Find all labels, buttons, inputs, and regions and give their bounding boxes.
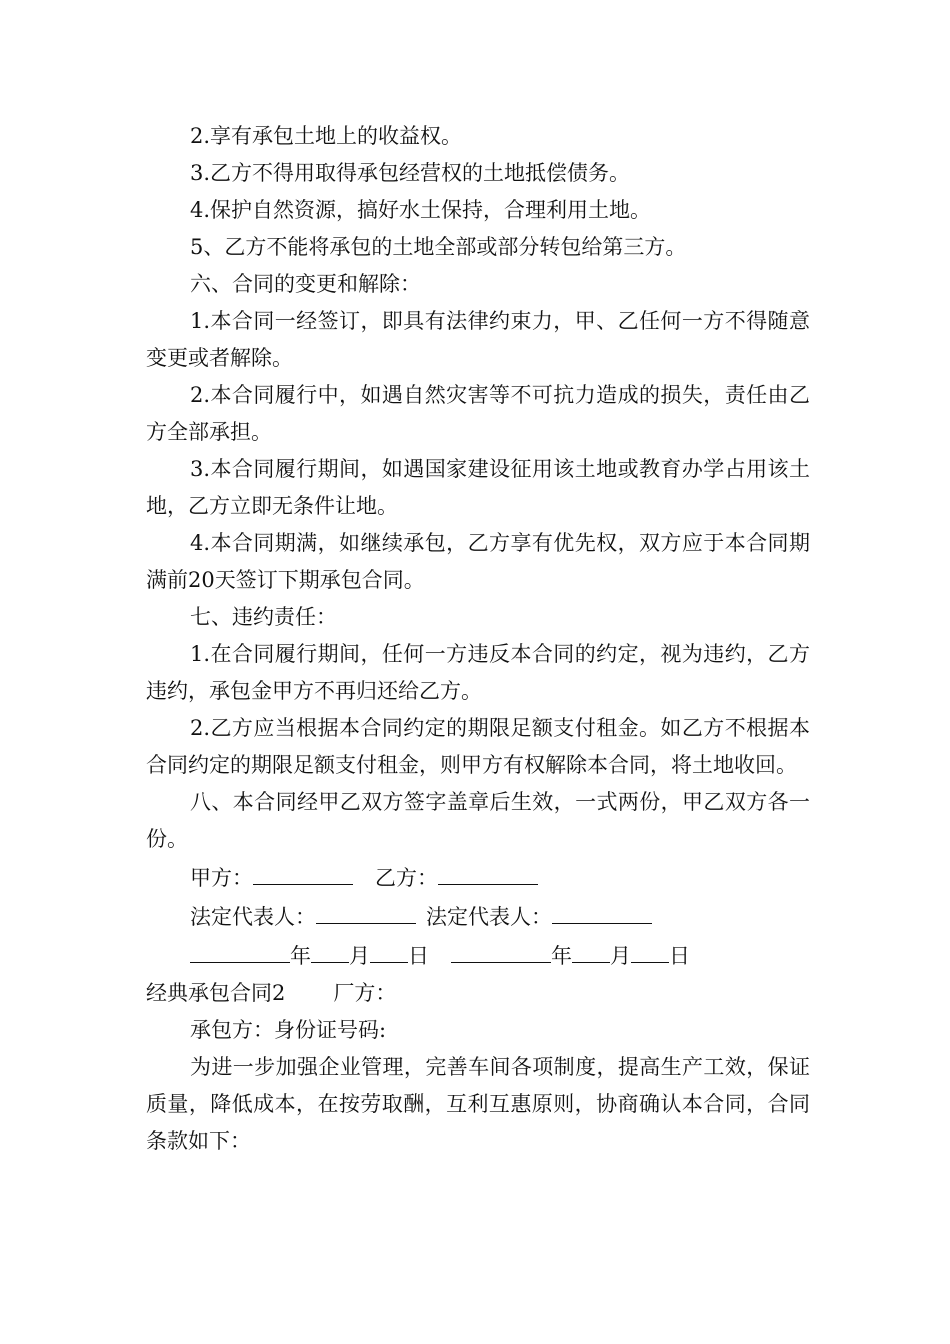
party-b-label: 乙方： (375, 866, 438, 890)
date-b-month-blank (572, 936, 610, 963)
factory-label: 厂方： (333, 981, 397, 1005)
contract-2-title: 经典承包合同2 (146, 981, 286, 1005)
rep-a-blank (316, 897, 416, 924)
signature-representatives-line (146, 897, 810, 936)
section-6-clause-2: 2.本合同履行中，如遇自然灾害等不可抗力造成的损失，责任由乙方全部承担。 (146, 383, 810, 444)
section-6-clause-3: 3.本合同履行期间，如遇国家建设征用该土地或教育办学占用该土地，乙方立即无条件让地。 (146, 457, 810, 518)
clause-5-no-subcontract: 5、乙方不能将承包的土地全部或部分转包给第三方。 (190, 235, 687, 259)
date-a-day-blank (370, 936, 408, 963)
party-a-label: 甲方： (190, 866, 253, 890)
section-7-clause-2: 2.乙方应当根据本合同约定的期限足额支付租金。如乙方不根据本合同约定的期限足额支付租金，则甲方有权解除本合同，将土地收回。 (146, 716, 810, 777)
contractor-id-line: 承包方：身份证号码: (190, 1018, 387, 1042)
section-6-clause-4: 4.本合同期满，如继续承包，乙方享有优先权，双方应于本合同期满前20天签订下期承包合同。 (146, 531, 810, 592)
date-a-month-label: 月 (349, 944, 370, 968)
date-b-year-label: 年 (551, 944, 572, 968)
date-a-year-blank (190, 936, 290, 963)
date-b-year-blank (451, 936, 551, 963)
date-b-month-label: 月 (610, 944, 631, 968)
party-a-blank (253, 858, 353, 885)
signature-parties-line (146, 858, 810, 897)
clause-3-no-debt: 3.乙方不得用取得承包经营权的土地抵偿债务。 (190, 161, 631, 185)
date-a-day-label: 日 (408, 944, 429, 968)
section-6-clause-1: 1.本合同一经签订，即具有法律约束力，甲、乙任何一方不得随意变更或者解除。 (146, 309, 810, 370)
date-a-month-blank (311, 936, 349, 963)
rep-a-label: 法定代表人： (190, 905, 316, 929)
date-a-year-label: 年 (290, 944, 311, 968)
section-8-paragraph: 八、本合同经甲乙双方签字盖章后生效，一式两份，甲乙双方各一份。 (146, 790, 810, 851)
section-7-heading: 七、违约责任： (190, 605, 337, 629)
clause-2-income-right: 2.享有承包土地上的收益权。 (190, 124, 463, 148)
party-b-blank (438, 858, 538, 885)
section-7-clause-1: 1.在合同履行期间，任何一方违反本合同的约定，视为违约，乙方违约，承包金甲方不再归还给乙方。 (146, 642, 810, 703)
document-body (146, 118, 810, 1160)
contract-2-title-line (146, 975, 810, 1012)
rep-b-label: 法定代表人： (426, 905, 552, 929)
date-b-day-label: 日 (669, 944, 690, 968)
clause-4-protect-resources: 4.保护自然资源，搞好水土保持，合理利用土地。 (190, 198, 652, 222)
contract-2-intro: 为进一步加强企业管理，完善车间各项制度，提高生产工效，保证质量，降低成本，在按劳取酬，互利互惠原则，协商确认本合同，合同条款如下： (146, 1055, 810, 1153)
signature-dates-line (146, 936, 810, 975)
date-b-day-blank (631, 936, 669, 963)
rep-b-blank (552, 897, 652, 924)
section-6-heading: 六、合同的变更和解除： (190, 272, 421, 296)
